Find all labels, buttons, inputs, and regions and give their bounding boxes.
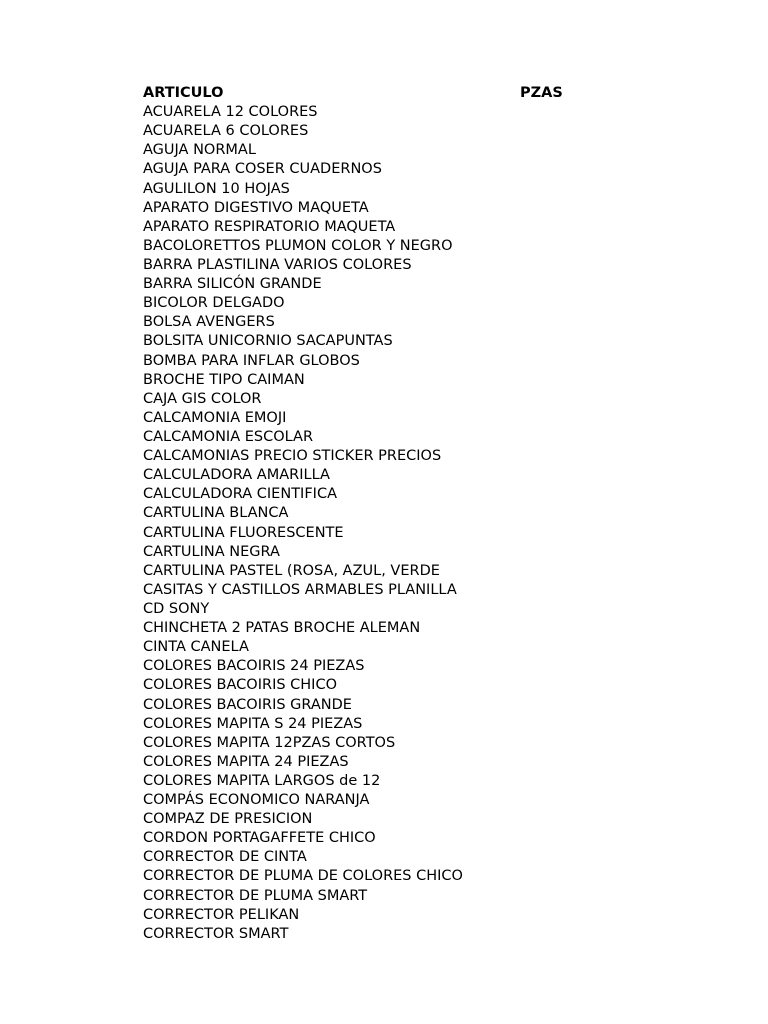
- item-name: BOLSITA UNICORNIO SACAPUNTAS: [143, 333, 393, 350]
- item-name: APARATO RESPIRATORIO MAQUETA: [143, 218, 396, 235]
- table-row: [143, 218, 583, 237]
- table-row: [143, 791, 583, 810]
- item-name: COLORES MAPITA LARGOS de 12: [143, 772, 381, 789]
- item-name: CALCAMONIAS PRECIO STICKER PRECIOS: [143, 448, 442, 465]
- table-row: [143, 447, 583, 466]
- item-name: CORDON PORTAGAFFETE CHICO: [143, 830, 376, 847]
- table-row: [143, 562, 583, 581]
- item-name: CINTA CANELA: [143, 639, 249, 656]
- item-name: CD SONY: [143, 600, 210, 617]
- table-row: [143, 352, 583, 371]
- item-name: CORRECTOR DE PLUMA SMART: [143, 887, 368, 904]
- item-name: BROCHE TIPO CAIMAN: [143, 371, 305, 388]
- table-row: [143, 332, 583, 351]
- table-row: [143, 887, 583, 906]
- item-name: BOMBA PARA INFLAR GLOBOS: [143, 352, 360, 369]
- table-row: [143, 829, 583, 848]
- item-name: CALCAMONIA ESCOLAR: [143, 428, 314, 445]
- inventory-table: [143, 84, 583, 944]
- table-row: [143, 524, 583, 543]
- item-name: CARTULINA NEGRA: [143, 543, 280, 560]
- item-name: CHINCHETA 2 PATAS BROCHE ALEMAN: [143, 620, 421, 637]
- table-row: [143, 772, 583, 791]
- table-row: [143, 428, 583, 447]
- table-row: [143, 734, 583, 753]
- table-row: [143, 313, 583, 332]
- item-name: CALCAMONIA EMOJI: [143, 409, 287, 426]
- item-name: COMPAZ DE PRESICION: [143, 811, 313, 828]
- item-name: COMPÁS ECONOMICO NARANJA: [143, 792, 370, 809]
- table-row: [143, 256, 583, 275]
- item-name: CAJA GIS COLOR: [143, 390, 262, 407]
- table-row: [143, 237, 583, 256]
- table-row: [143, 810, 583, 829]
- table-row: [143, 390, 583, 409]
- table-row: [143, 103, 583, 122]
- item-name: COLORES MAPITA 24 PIEZAS: [143, 753, 349, 770]
- table-row: [143, 638, 583, 657]
- item-name: CORRECTOR DE CINTA: [143, 849, 307, 866]
- table-row: [143, 122, 583, 141]
- item-name: CARTULINA FLUORESCENTE: [143, 524, 344, 541]
- table-row: [143, 657, 583, 676]
- item-name: BOLSA AVENGERS: [143, 314, 275, 331]
- item-list: [143, 103, 583, 944]
- item-name: BARRA SILICÓN GRANDE: [143, 276, 322, 293]
- table-row: [143, 696, 583, 715]
- table-row: [143, 848, 583, 867]
- item-name: ACUARELA 6 COLORES: [143, 123, 309, 140]
- item-name: BACOLORETTOS PLUMON COLOR Y NEGRO: [143, 237, 453, 254]
- table-row: [143, 160, 583, 179]
- table-row: [143, 141, 583, 160]
- item-name: APARATO DIGESTIVO MAQUETA: [143, 199, 369, 216]
- table-row: [143, 676, 583, 695]
- item-name: AGUJA PARA COSER CUADERNOS: [143, 161, 382, 178]
- table-row: [143, 409, 583, 428]
- table-row: [143, 504, 583, 523]
- table-row: [143, 619, 583, 638]
- table-row: [143, 600, 583, 619]
- table-row: [143, 180, 583, 199]
- table-row: [143, 753, 583, 772]
- item-name: CASITAS Y CASTILLOS ARMABLES PLANILLA: [143, 581, 457, 598]
- item-name: CORRECTOR PELIKAN: [143, 906, 300, 923]
- table-row: [143, 581, 583, 600]
- item-name: COLORES BACOIRIS CHICO: [143, 677, 337, 694]
- table-row: [143, 275, 583, 294]
- item-name: CARTULINA PASTEL (ROSA, AZUL, VERDE: [143, 562, 440, 579]
- item-name: COLORES BACOIRIS GRANDE: [143, 696, 352, 713]
- table-row: [143, 466, 583, 485]
- item-name: BICOLOR DELGADO: [143, 295, 285, 312]
- table-row: [143, 867, 583, 886]
- item-name: CALCULADORA AMARILLA: [143, 467, 330, 484]
- table-row: [143, 925, 583, 944]
- item-name: AGULILON 10 HOJAS: [143, 180, 290, 197]
- table-row: [143, 294, 583, 313]
- table-row: [143, 371, 583, 390]
- item-name: COLORES MAPITA 12PZAS CORTOS: [143, 734, 396, 751]
- item-name: COLORES MAPITA S 24 PIEZAS: [143, 715, 363, 732]
- table-row: [143, 543, 583, 562]
- header-articulo: ARTICULO: [143, 85, 224, 101]
- item-name: CARTULINA BLANCA: [143, 505, 289, 522]
- item-name: BARRA PLASTILINA VARIOS COLORES: [143, 256, 412, 273]
- item-name: CALCULADORA CIENTIFICA: [143, 486, 337, 503]
- item-name: ACUARELA 12 COLORES: [143, 104, 318, 121]
- item-name: COLORES BACOIRIS 24 PIEZAS: [143, 658, 365, 675]
- header-pzas: PZAS: [520, 85, 563, 101]
- table-row: [143, 715, 583, 734]
- item-name: AGUJA NORMAL: [143, 142, 256, 159]
- table-row: [143, 199, 583, 218]
- item-name: CORRECTOR DE PLUMA DE COLORES CHICO: [143, 868, 463, 885]
- table-header-row: [143, 84, 583, 103]
- table-row: [143, 906, 583, 925]
- item-name: CORRECTOR SMART: [143, 925, 289, 942]
- table-row: [143, 485, 583, 504]
